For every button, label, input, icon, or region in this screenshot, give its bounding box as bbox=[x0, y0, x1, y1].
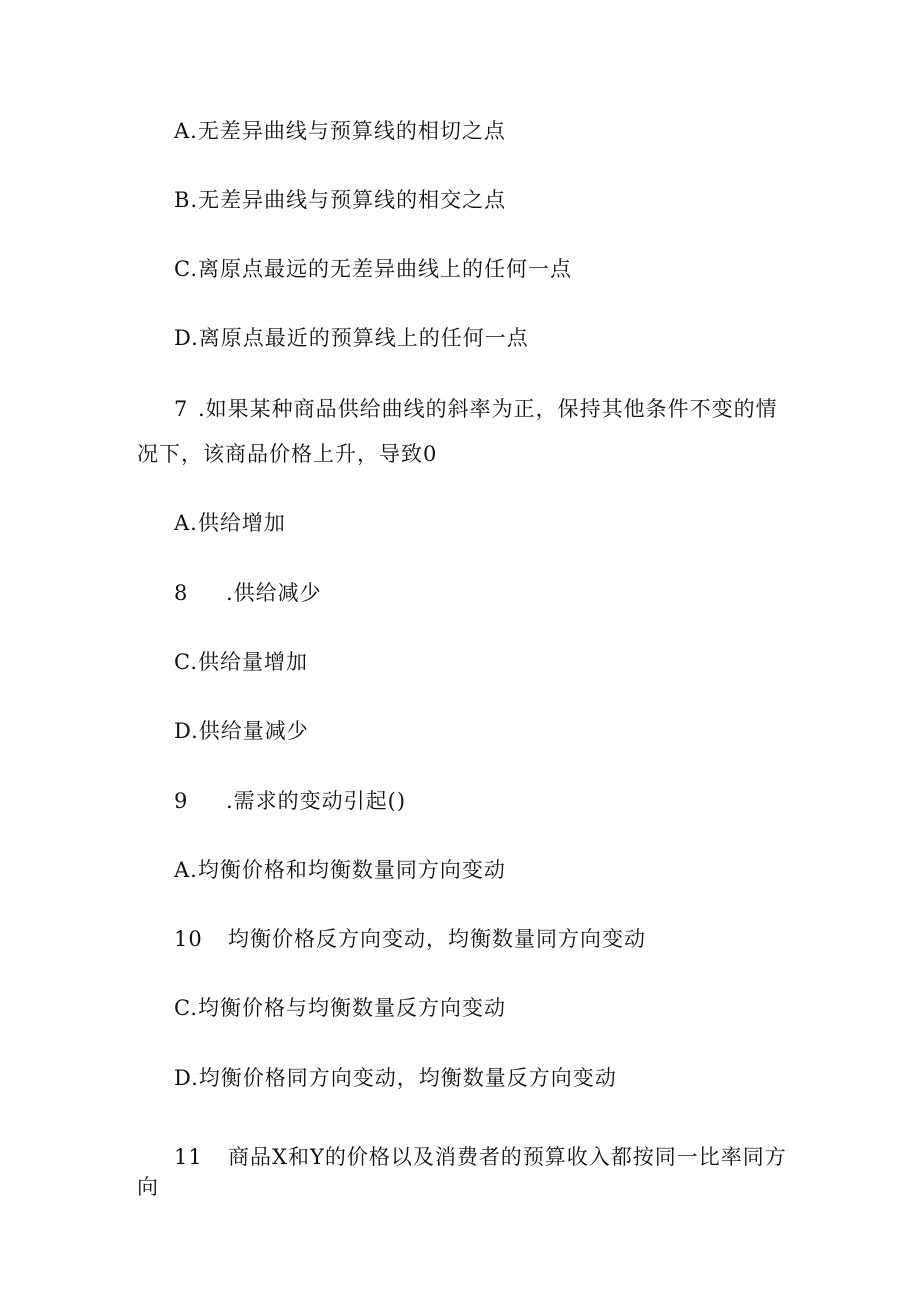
question-11 bbox=[174, 1144, 787, 1170]
option-d-line bbox=[174, 718, 309, 744]
option-a-line bbox=[174, 118, 506, 144]
question-text: 况下，该商品价格上升，导致0 bbox=[137, 442, 438, 466]
question-text: .供给减少 bbox=[226, 581, 322, 605]
option-text: B.无差异曲线与预算线的相交之点 bbox=[174, 188, 507, 212]
question-11-continuation bbox=[137, 1174, 159, 1200]
question-10 bbox=[174, 926, 646, 952]
question-text: .需求的变动引起() bbox=[226, 789, 407, 813]
option-text: A.供给增加 bbox=[174, 511, 286, 535]
question-number: 10 bbox=[174, 927, 203, 951]
option-text: C.均衡价格与均衡数量反方向变动 bbox=[174, 996, 506, 1020]
option-text: D.供给量减少 bbox=[174, 719, 309, 743]
question-number: 7 bbox=[174, 397, 189, 421]
option-d-line bbox=[174, 325, 529, 351]
question-number: 9 bbox=[174, 789, 189, 813]
question-8 bbox=[174, 580, 322, 606]
option-a-line bbox=[174, 857, 506, 883]
option-text: D.均衡价格同方向变动，均衡数量反方向变动 bbox=[174, 1066, 617, 1090]
option-b-line bbox=[174, 187, 506, 213]
option-text: A.均衡价格和均衡数量同方向变动 bbox=[174, 858, 506, 882]
option-c-line bbox=[174, 649, 308, 675]
option-text: D.离原点最近的预算线上的任何一点 bbox=[174, 326, 529, 350]
question-7-continuation bbox=[137, 441, 437, 467]
option-d-line bbox=[174, 1065, 617, 1091]
question-text: 向 bbox=[137, 1175, 159, 1199]
option-text: A.无差异曲线与预算线的相切之点 bbox=[174, 119, 506, 143]
option-c-line bbox=[174, 995, 506, 1021]
question-number: 8 bbox=[174, 581, 189, 605]
question-9 bbox=[174, 788, 406, 814]
question-text: .如果某种商品供给曲线的斜率为正，保持其他条件不变的情 bbox=[198, 397, 778, 421]
question-7 bbox=[174, 396, 778, 422]
option-c-line bbox=[174, 256, 572, 282]
question-number: 11 bbox=[174, 1145, 203, 1169]
question-text: 商品X和Y的价格以及消费者的预算收入都按同一比率同方 bbox=[228, 1145, 787, 1169]
option-a-line bbox=[174, 510, 286, 536]
option-text: C.供给量增加 bbox=[174, 650, 308, 674]
option-text: C.离原点最远的无差异曲线上的任何一点 bbox=[174, 257, 572, 281]
question-text: 均衡价格反方向变动，均衡数量同方向变动 bbox=[228, 927, 646, 951]
